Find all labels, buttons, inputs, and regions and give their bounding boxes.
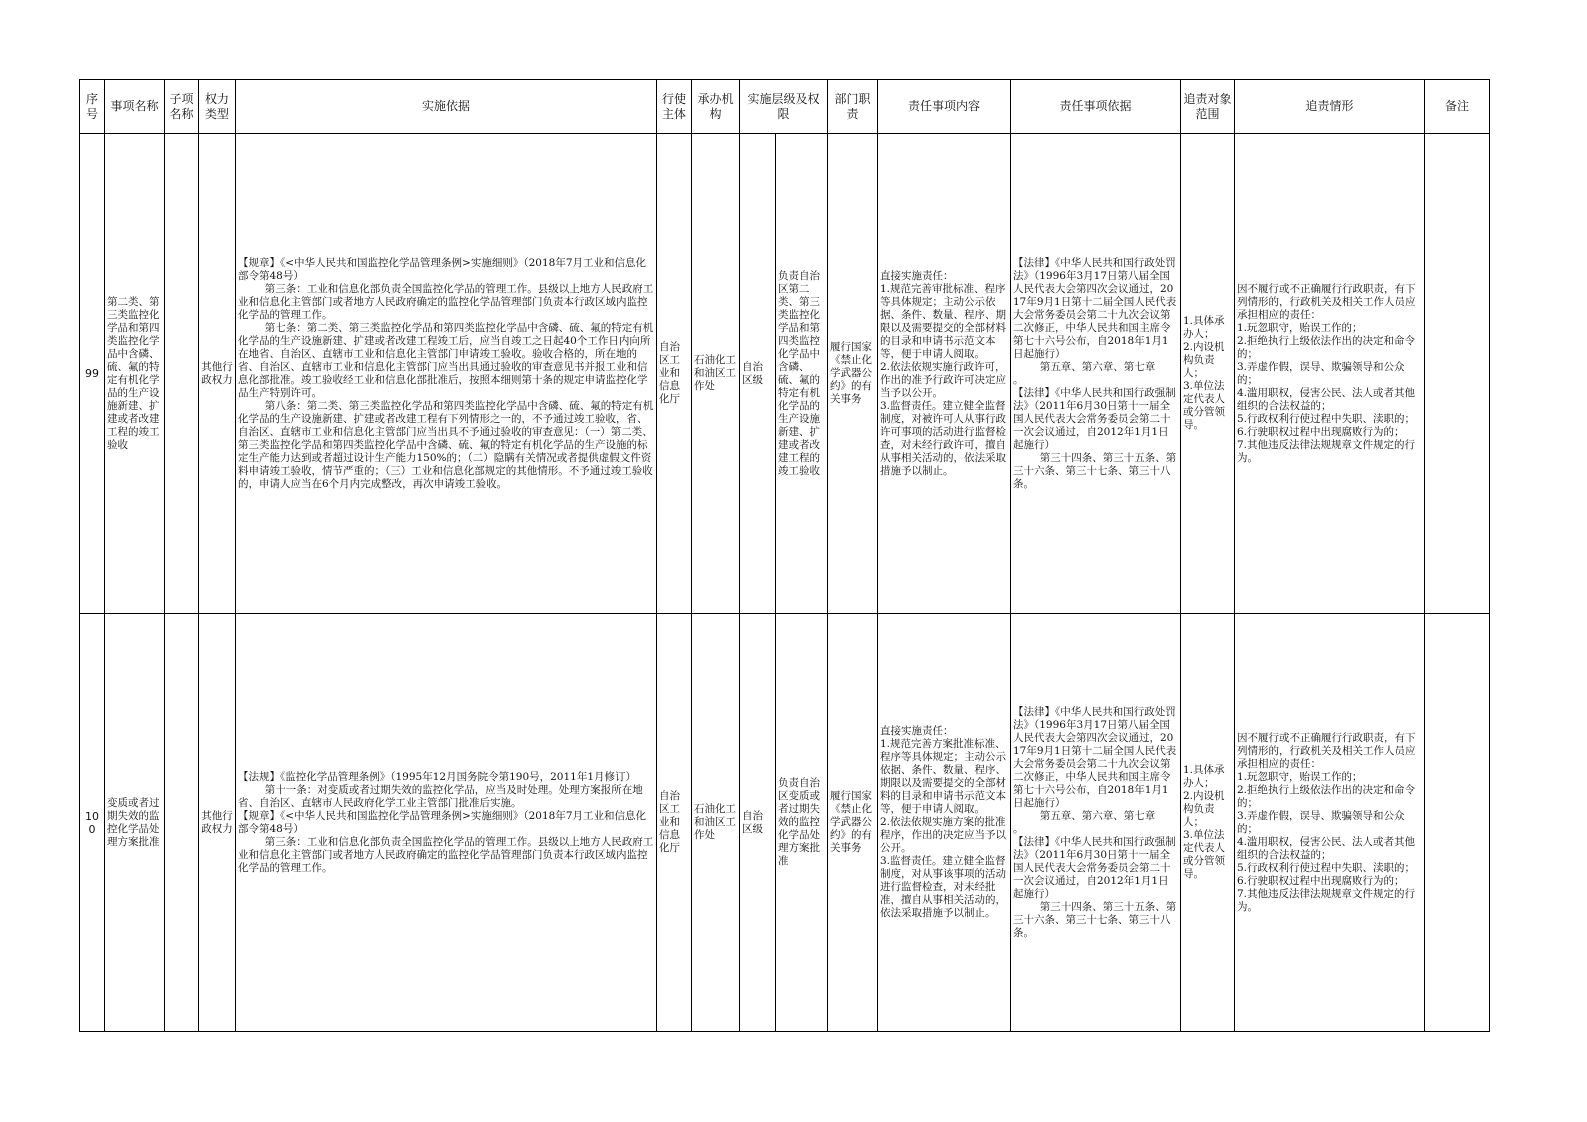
row-situation: 因不履行或不正确履行行政职责，有下列情形的，行政机关及相关工作人员应承担相应的责任： 1.玩忽职守，贻误工作的； 2.拒绝执行上级依法作出的决定和命令的； 3.弄虚作假，误导、欺骗领导和公众的； 4.滥用职权，侵害公民、法人或者其他组织的合法权益的； 5.行政权利行使过程中失职、渎职的； 6.行驶职权过程中出现腐败行为的； 7.其他违反法律法规规章文件规定的行为。 — [1235, 614, 1425, 1032]
row-resp-basis: 【法律】《中华人民共和国行政处罚法》（1996年3月17日第八届全国人民代表大会第四次会议通过，2017年9月1日第十二届全国人民代表大会常务委员会第二十九次会议第二次修正，中华人民共和国主席令第七十六号公布，自2018年1月1日起施行） 第五章、第六章、第七章 。 【法律】《中华人民共和国行政强制法》（2011年6月30日第十一届全国人民代表大会常务委员会第二十一次会议通过，自2012年1月1日起施行） 第三十四条、第三十五条、第三十六条、第三十七条、第三十八条。 — [1011, 134, 1181, 614]
header-situation: 追责情形 — [1235, 80, 1425, 134]
header-basis: 实施依据 — [236, 80, 657, 134]
header-resp-content: 责任事项内容 — [878, 80, 1011, 134]
header-item-name: 事项名称 — [105, 80, 165, 134]
header-duty: 部门职责 — [828, 80, 878, 134]
row-subject: 自治区工业和信息化厅 — [657, 134, 692, 614]
header-power-type: 权力类型 — [199, 80, 236, 134]
header-level: 实施层级及权限 — [740, 80, 828, 134]
row-item-name: 变质或者过期失效的监控化学品处理方案批准 — [105, 614, 165, 1032]
responsibility-table — [79, 79, 1490, 1032]
row-authority: 负责自治区变质或者过期失效的监控化学品处理方案批准 — [776, 614, 828, 1032]
table-row — [80, 614, 1490, 1032]
row-remark — [1425, 134, 1490, 614]
row-level: 自治区级 — [740, 134, 776, 614]
header-remark: 备注 — [1425, 80, 1490, 134]
row-resp-basis: 【法律】《中华人民共和国行政处罚法》（1996年3月17日第八届全国人民代表大会第四次会议通过，2017年9月1日第十二届全国人民代表大会常务委员会第二十九次会议第二次修正，中华人民共和国主席令第七十六号公布，自2018年1月1日起施行） 第五章、第六章、第七章 。 【法律】《中华人民共和国行政强制法》（2011年6月30日第十一届全国人民代表大会常务委员会第二十一次会议通过，自2012年1月1日起施行） 第三十四条、第三十五条、第三十六条、第三十七条、第三十八条。 — [1011, 614, 1181, 1032]
row-seq: 100 — [80, 614, 105, 1032]
row-power-type: 其他行政权力 — [199, 614, 236, 1032]
header-resp-basis: 责任事项依据 — [1011, 80, 1181, 134]
row-basis: 【规章】《<中华人民共和国监控化学品管理条例>实施细则》（2018年7月工业和信息化部令第48号） 第三条：工业和信息化部负责全国监控化学品的管理工作。县级以上地方人民政府工业和信息化主管部门或者地方人民政府确定的监控化学品管理部门负责本行政区域内监控化学品的管理工作。 第七条：第二类、第三类监控化学品和第四类监控化学品中含磷、硫、氟的特定有机化学品的生产设施新建、扩建或者改建工程竣工后，应当自竣工之日起40个工作日内向所在地省、自治区、直辖市工业和信息化主管部门申请竣工验收。验收合格的，所在地的省、自治区、直辖市工业和信息化主管部门应当出具通过验收的审查意见书并报工业和信息化部批准。竣工验收经工业和信息化部批准后，按照本细则第十条的规定申请监控化学品生产特别许可。 第八条：第二类、第三类监控化学品和第四类监控化学品中含磷、硫、氟的特定有机化学品的生产设施新建、扩建或者改建工程有下列情形之一的，不予通过竣工验收，省、自治区、直辖市工业和信息化主管部门应当出具不予通过验收的审查意见：（一）第二类、第三类监控化学品和第四类监控化学品中含磷、硫、氟的特定有机化学品的生产设施的标定生产能力达到或者超过设计生产能力150%的；（二）隐瞒有关情况或者提供虚假文件资料申请竣工验收，情节严重的；（三）工业和信息化部规定的其他情形。不予通过竣工验收的，申请人应当在6个月内完成整改，再次申请竣工验收。 — [236, 134, 657, 614]
row-duty: 履行国家《禁止化学武器公约》的有关事务 — [828, 134, 878, 614]
row-basis: 【法规】《监控化学品管理条例》（1995年12月国务院令第190号，2011年1月修订） 第十一条：对变质或者过期失效的监控化学品，应当及时处理。处理方案报所在地省、自治区、直辖市人民政府化学工业主管部门批准后实施。 【规章】《<中华人民共和国监控化学品管理条例>实施细则》（2018年7月工业和信息化部令第48号） 第三条：工业和信息化部负责全国监控化学品的管理工作。县级以上地方人民政府工业和信息化主管部门或者地方人民政府确定的监控化学品管理部门负责本行政区域内监控化学品的管理工作。 — [236, 614, 657, 1032]
row-dept: 石油化工和油区工作处 — [692, 614, 740, 1032]
row-authority: 负责自治区第二类、第三类监控化学品和第四类监控化学品中含磷、硫、氟的特定有机化学品的生产设施新建、扩建或者改建工程的竣工验收 — [776, 134, 828, 614]
header-subject: 行使主体 — [657, 80, 692, 134]
header-seq: 序号 — [80, 80, 105, 134]
header-sub-name: 子项名称 — [165, 80, 199, 134]
row-situation: 因不履行或不正确履行行政职责，有下列情形的，行政机关及相关工作人员应承担相应的责任： 1.玩忽职守，贻误工作的； 2.拒绝执行上级依法作出的决定和命令的； 3.弄虚作假，误导、欺骗领导和公众的； 4.滥用职权，侵害公民、法人或者其他组织的合法权益的； 5.行政权利行使过程中失职、渎职的； 6.行驶职权过程中出现腐败行为的； 7.其他违反法律法规规章文件规定的行为。 — [1235, 134, 1425, 614]
row-dept: 石油化工和油区工作处 — [692, 134, 740, 614]
row-subject: 自治区工业和信息化厅 — [657, 614, 692, 1032]
row-resp-content: 直接实施责任： 1.规范完善审批标准、程序等具体规定；主动公示依据、条件、数量、程序、期限以及需要提交的全部材料的目录和申请书示范文本等，便于申请人阅取。 2.依法依规实施行政许可，作出的准予行政许可决定应当予以公开。 3.监督责任。建立健全监督制度，对被许可人从事行政许可事项的活动进行监督检查，对未经行政许可，擅自从事相关活动的，依法采取措施予以制止。 — [878, 134, 1011, 614]
row-power-type: 其他行政权力 — [199, 134, 236, 614]
header-dept: 承办机构 — [692, 80, 740, 134]
table-row — [80, 134, 1490, 614]
row-scope: 1.具体承办人； 2.内设机构负责人； 3.单位法定代表人或分管领导。 — [1181, 134, 1235, 614]
row-level: 自治区级 — [740, 614, 776, 1032]
row-resp-content: 直接实施责任： 1.规范完善方案批准标准、程序等具体规定；主动公示依据、条件、数量、程序、期限以及需要提交的全部材料的目录和申请书示范文本等，便于申请人阅取。 2.依法依规实施方案的批准程序，作出的决定应当予以公开。 3.监督责任。建立健全监督制度，对从事该事项的活动进行监督检查，对未经批准，擅自从事相关活动的，依法采取措施予以制止。 — [878, 614, 1011, 1032]
row-sub-name — [165, 134, 199, 614]
row-remark — [1425, 614, 1490, 1032]
row-scope: 1.具体承办人； 2.内设机构负责人； 3.单位法定代表人或分管领导。 — [1181, 614, 1235, 1032]
row-sub-name — [165, 614, 199, 1032]
header-scope: 追责对象范围 — [1181, 80, 1235, 134]
header-row — [80, 80, 1490, 134]
row-item-name: 第二类、第三类监控化学品和第四类监控化学品中含磷、硫、氟的特定有机化学品的生产设施新建、扩建或者改建工程的竣工验收 — [105, 134, 165, 614]
row-seq: 99 — [80, 134, 105, 614]
row-duty: 履行国家《禁止化学武器公约》的有关事务 — [828, 614, 878, 1032]
